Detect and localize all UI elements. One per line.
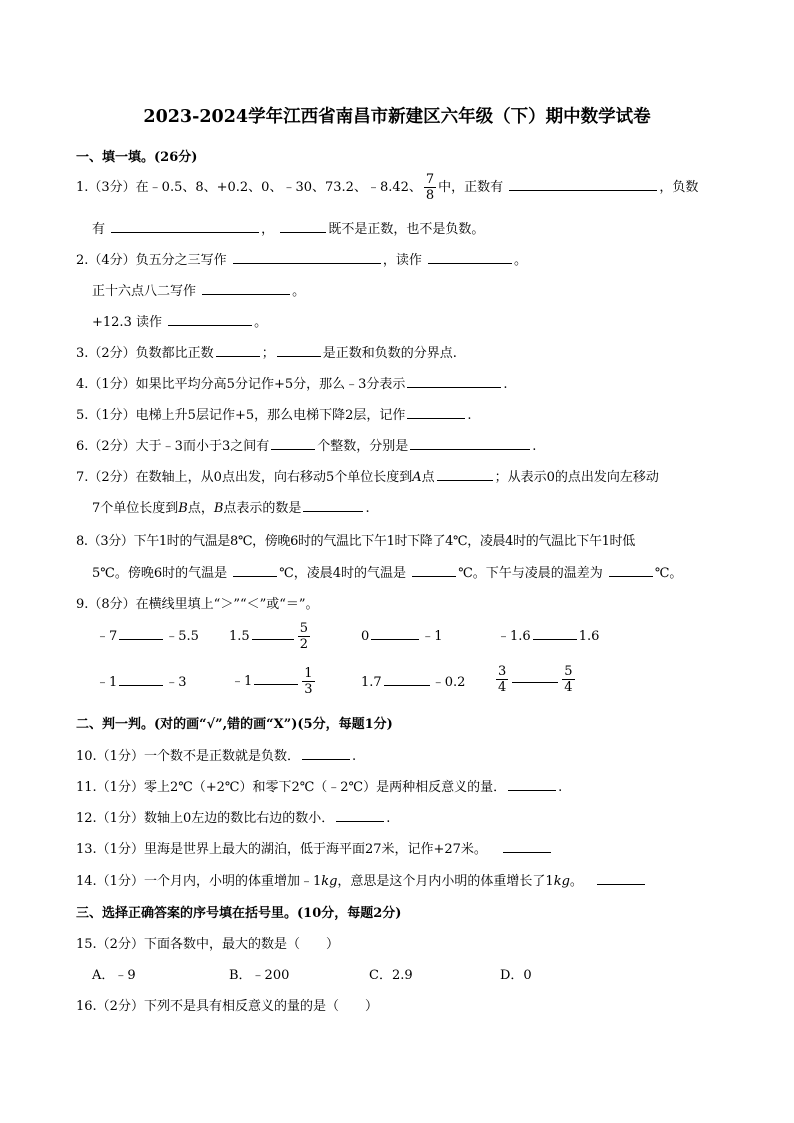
q9-r2-left-2: ﹣1 (231, 674, 253, 689)
question-2-line-2 (92, 280, 305, 299)
q3-blank-2[interactable] (277, 344, 321, 357)
q9-compare-5 (96, 671, 187, 690)
q2-text-a: 2.（4分）负五分之三写作 (76, 253, 227, 268)
q9-r1-left-3: 0 (361, 629, 370, 644)
q2-text-g: 。 (254, 315, 268, 330)
q9-compare-3 (361, 625, 443, 644)
q8-text-d: ℃。下午与凌晨的温差为 (458, 566, 603, 581)
q1-text-a: 1.（3分）在﹣0.5、8、+0.2、0、﹣30、73.2、﹣8.42、 (76, 180, 422, 195)
q11-blank[interactable] (508, 778, 556, 791)
q2-text-f: +12.3 读作 (92, 315, 162, 330)
q7-text-c: ；从表示0的点出发向左移动 (494, 470, 659, 485)
q2-text-e: 。 (292, 284, 306, 299)
question-4 (76, 373, 508, 392)
q14-text-c: 。 (569, 874, 583, 889)
section-3-heading: 三、选择正确答案的序号填在括号里。(10分，每题2分) (76, 906, 402, 921)
q8-text-c: ℃，凌晨4时的气温是 (279, 566, 407, 581)
q3-text-b: ； (261, 346, 275, 361)
q3-blank-1[interactable] (216, 344, 260, 357)
q1-zero-blank[interactable] (280, 220, 326, 233)
q15-option-c[interactable]: C．2.9 (369, 968, 413, 983)
q13-text: 13.（1分）里海是世界上最大的湖泊，低于海平面27米，记作+27米。 (76, 842, 487, 857)
question-2-line-3 (92, 311, 267, 330)
q1-text-f: 既不是正数，也不是负数。 (328, 222, 485, 237)
question-6 (76, 435, 536, 454)
q2-text-b: ，读作 (382, 253, 422, 268)
q11-period: . (558, 780, 563, 795)
q6-list-blank[interactable] (410, 437, 530, 450)
q2-text-d: 正十六点八二写作 (92, 284, 197, 299)
q7-point-a: A (412, 470, 422, 485)
q12-text: 12.（1分）数轴上0左边的数比右边的数小． (76, 811, 335, 826)
q14-unit-2: kg (553, 874, 570, 889)
q9-r1-right-3: ﹣1 (421, 629, 443, 644)
q9-r1-left-2: 1.5 (229, 629, 250, 644)
q7-text-f: 点表示的数是 (223, 501, 302, 516)
q6-text-b: 个整数，分别是 (317, 439, 409, 454)
q4-text-b: . (503, 377, 508, 392)
fraction-five-quarters: $\frac{5}{4}$ (564, 664, 573, 695)
q5-text-a: 5.（1分）电梯上升5层记作+5，那么电梯下降2层，记作 (76, 408, 406, 423)
q14-unit-1: kg (321, 874, 338, 889)
fraction-one-third: $\frac{1}{3}$ (304, 666, 313, 697)
q9-r1-left-1: ﹣7 (96, 629, 118, 644)
q1-text-b: 中，正数有 (438, 180, 504, 195)
q12-period: . (386, 811, 391, 826)
q9-r1-blank-2[interactable] (252, 627, 294, 640)
q2-text-c: 。 (513, 253, 527, 268)
q7-text-b: 点 (421, 470, 435, 485)
q7-blank-1[interactable] (437, 468, 493, 481)
q9-r2-left-1: ﹣1 (96, 675, 118, 690)
q9-compare-4 (497, 625, 599, 644)
question-7-line-2 (92, 497, 370, 516)
q2-read-blank[interactable] (428, 251, 512, 264)
q13-blank[interactable] (503, 840, 551, 853)
question-14 (76, 870, 647, 889)
q9-compare-1 (96, 625, 199, 644)
q14-text-b: ，意思是这个月内小明的体重增长了1 (337, 874, 554, 889)
q9-r2-blank-1[interactable] (119, 673, 163, 686)
q14-blank[interactable] (597, 872, 645, 885)
q11-text: 11.（1分）零上2℃（+2℃）和零下2℃（﹣2℃）是两种相反意义的量． (76, 780, 507, 795)
question-10 (76, 745, 356, 764)
q1-negative-blank[interactable] (111, 220, 259, 233)
q9-r2-right-1: ﹣3 (165, 675, 187, 690)
q5-blank[interactable] (407, 406, 465, 419)
q9-r1-right-1: ﹣5.5 (165, 629, 199, 644)
q1-text-e: ， (261, 222, 275, 237)
question-8-line-2 (92, 562, 682, 581)
question-1-line-1 (76, 172, 698, 203)
q9-r2-blank-2[interactable] (254, 672, 298, 685)
fraction-seven-eighths: $\frac{7}{8}$ (425, 172, 435, 203)
q9-r2-right-3: ﹣0.2 (431, 675, 466, 690)
q8-dawn-blank[interactable] (412, 564, 456, 577)
q3-text-a: 3.（2分）负数都比正数 (76, 346, 214, 361)
q15-option-b[interactable]: B．﹣200 (229, 968, 290, 983)
q1-text-c: ，负数 (659, 180, 699, 195)
q2-read-blank-2[interactable] (168, 313, 252, 326)
q7-blank-2[interactable] (303, 499, 363, 512)
q9-r2-left-3: 1.7 (361, 675, 382, 690)
question-8-line-1: 8.（3分）下午1时的气温是8℃，傍晚6时的气温比下午1时下降了4℃，凌晨4时的气温比下午1时低 (76, 534, 635, 549)
q2-write-blank[interactable] (233, 251, 381, 264)
q9-compare-6 (231, 666, 317, 697)
q4-text-a: 4.（1分）如果比平均分高5分记作+5分，那么﹣3分表示 (76, 377, 406, 392)
question-3 (76, 342, 457, 361)
q5-text-b: . (467, 408, 472, 423)
q6-text-a: 6.（2分）大于﹣3而小于3之间有 (76, 439, 270, 454)
q10-text: 10.（1分）一个数不是正数就是负数． (76, 749, 300, 764)
question-13 (76, 838, 553, 857)
q10-blank[interactable] (302, 747, 350, 760)
q10-period: . (351, 749, 357, 764)
question-1-line-2 (92, 218, 484, 237)
fraction-three-quarters: $\frac{3}{4}$ (498, 664, 507, 695)
q7-text-a: 7.（2分）在数轴上，从0点出发，向右移动5个单位长度到 (76, 470, 413, 485)
q1-text-d: 有 (92, 222, 106, 237)
q6-text-c: . (532, 439, 537, 454)
q9-r1-blank-1[interactable] (119, 627, 163, 640)
question-9: 9.（8分）在横线里填上“＞”“＜”或“＝”。 (76, 597, 319, 612)
q7-text-g: . (365, 501, 370, 516)
q15-option-d[interactable]: D．0 (500, 968, 532, 983)
section-1-heading: 一、填一填。(26分) (76, 150, 198, 165)
question-7-line-1 (76, 466, 659, 485)
q6-count-blank[interactable] (271, 437, 315, 450)
q9-r2-blank-3[interactable] (384, 673, 430, 686)
question-15: 15.（2分）下面各数中，最大的数是（ ） (76, 937, 339, 952)
question-16: 16.（2分）下列不是具有相反意义的量的是（ ） (76, 999, 378, 1014)
q9-r1-left-4: ﹣1.6 (497, 629, 531, 644)
q9-r1-blank-3[interactable] (371, 627, 419, 640)
q9-r1-right-4: 1.6 (578, 629, 600, 644)
q8-diff-blank[interactable] (609, 564, 653, 577)
q3-text-c: 是正数和负数的分界点. (322, 346, 457, 361)
q7-point-b-1: B (178, 501, 188, 516)
q12-blank[interactable] (336, 809, 384, 822)
q7-point-b-2: B (213, 501, 224, 516)
q9-compare-8 (494, 664, 577, 695)
q8-text-b: 5℃。傍晚6时的气温是 (92, 566, 228, 581)
section-2-heading: 二、判一判。(对的画“√”,错的画“X”)(5分，每题1分) (76, 717, 393, 732)
q1-positive-blank[interactable] (509, 178, 657, 191)
question-12 (76, 807, 390, 826)
q7-text-e: 点， (187, 501, 214, 516)
fraction-five-halves: $\frac{5}{2}$ (299, 621, 308, 652)
q9-compare-7 (361, 671, 465, 690)
page-title: 2023-2024学年江西省南昌市新建区六年级（下）期中数学试卷 (143, 107, 651, 127)
question-2-line-1 (76, 249, 527, 268)
q2-write-blank-2[interactable] (202, 282, 290, 295)
q9-compare-2 (229, 621, 312, 652)
q9-r2-blank-4[interactable] (512, 670, 558, 683)
q9-r1-blank-4[interactable] (533, 627, 577, 640)
q14-text-a: 14.（1分）一个月内，小明的体重增加﹣1 (76, 874, 322, 889)
q7-text-d: 7个单位长度到 (92, 501, 179, 516)
q8-text-e: ℃。 (654, 566, 683, 581)
q4-blank[interactable] (407, 375, 501, 388)
q15-option-a[interactable]: A．﹣9 (92, 968, 136, 983)
question-5 (76, 404, 472, 423)
question-11 (76, 776, 562, 795)
q8-evening-blank[interactable] (233, 564, 277, 577)
